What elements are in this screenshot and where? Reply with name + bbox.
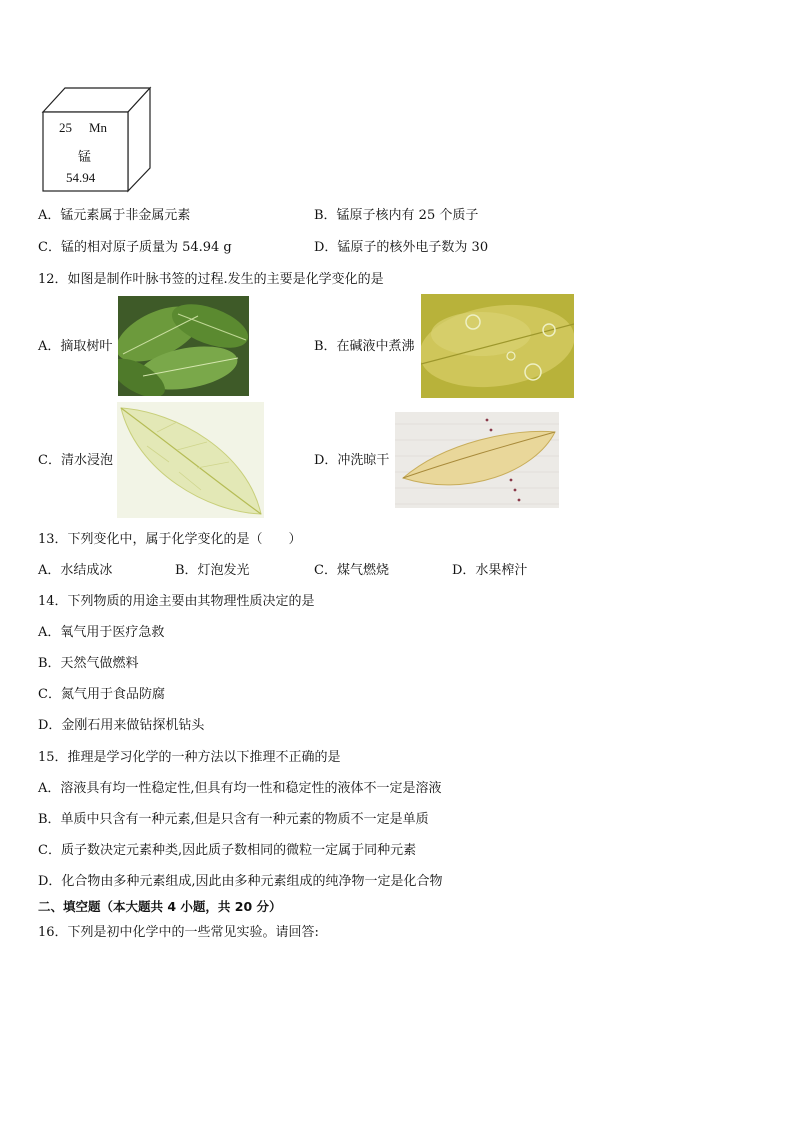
q13-option-d: D．水果榨汁 <box>452 563 528 578</box>
soaking-leaf-image <box>117 402 264 518</box>
q12-option-a: A．摘取树叶 <box>38 339 113 354</box>
q14-stem: 14．下列物质的用途主要由其物理性质决定的是 <box>38 594 315 609</box>
q11-option-c: C．锰的相对原子质量为 54.94 g <box>38 240 232 255</box>
atomic-number: 25 <box>59 120 72 135</box>
atomic-mass: 54.94 <box>66 170 96 185</box>
q11-option-d: D．锰原子的核外电子数为 30 <box>314 240 489 255</box>
boiling-leaves-image <box>421 294 574 398</box>
element-symbol: Mn <box>89 120 108 135</box>
q15-option-d: D．化合物由多种元素组成,因此由多种元素组成的纯净物一定是化合物 <box>38 874 443 889</box>
q14-option-c: C．氮气用于食品防腐 <box>38 687 165 702</box>
q14-option-b: B．天然气做燃料 <box>38 656 139 671</box>
section-heading: 二、填空题（本大题共 4 小题，共 20 分） <box>38 899 282 914</box>
q13-option-c: C．煤气燃烧 <box>314 563 389 578</box>
q14-option-a: A．氧气用于医疗急救 <box>38 625 165 640</box>
q12-option-b: B．在碱液中煮沸 <box>314 339 415 354</box>
green-leaves-image <box>118 296 249 396</box>
q12-stem: 12．如图是制作叶脉书签的过程.发生的主要是化学变化的是 <box>38 272 384 287</box>
q15-option-a: A．溶液具有均一性稳定性,但具有均一性和稳定性的液体不一定是溶液 <box>38 781 442 796</box>
q15-option-c: C．质子数决定元素种类,因此质子数相同的微粒一定属于同种元素 <box>38 843 417 858</box>
element-card <box>40 86 152 194</box>
drying-leaf-image <box>395 412 559 508</box>
q13-option-a: A．水结成冰 <box>38 563 113 578</box>
cube-outline <box>40 86 152 194</box>
q13-option-b: B．灯泡发光 <box>175 563 250 578</box>
q15-stem: 15．推理是学习化学的一种方法以下推理不正确的是 <box>38 750 341 765</box>
q12-option-c: C．清水浸泡 <box>38 453 113 468</box>
q15-option-b: B．单质中只含有一种元素,但是只含有一种元素的物质不一定是单质 <box>38 812 429 827</box>
q11-option-a: A．锰元素属于非金属元素 <box>38 208 191 223</box>
q16-stem: 16．下列是初中化学中的一些常见实验。请回答: <box>38 925 319 940</box>
q14-option-d: D．金刚石用来做钻探机钻头 <box>38 718 205 733</box>
q11-option-b: B．锰原子核内有 25 个质子 <box>314 208 479 223</box>
q12-option-d: D．冲洗晾干 <box>314 453 390 468</box>
q13-stem: 13．下列变化中，属于化学变化的是（ ） <box>38 532 302 547</box>
element-name: 锰 <box>78 150 92 165</box>
